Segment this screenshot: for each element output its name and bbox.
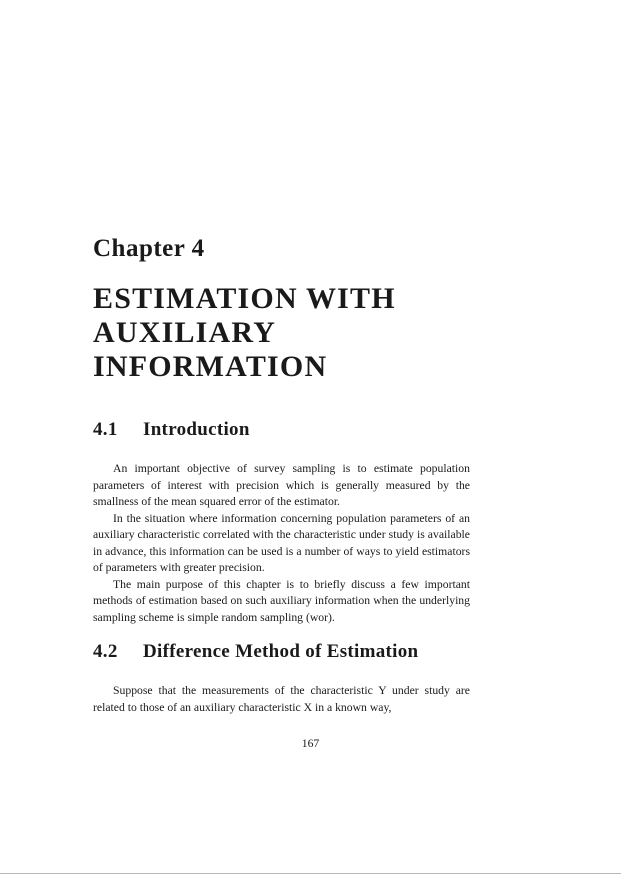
chapter-title-line: INFORMATION bbox=[93, 350, 328, 383]
section-heading-difference-method bbox=[93, 641, 418, 663]
section-title: Difference Method of Estimation bbox=[143, 641, 419, 662]
chapter-title-line: AUXILIARY bbox=[93, 316, 277, 349]
chapter-title bbox=[93, 282, 396, 384]
paragraph: The main purpose of this chapter is to briefly discuss a few important methods of estimation based on such auxiliary information when the underlying sampling scheme is simple random sampling (wor). bbox=[93, 577, 470, 624]
section-heading-introduction bbox=[93, 419, 250, 441]
section-number: 4.1 bbox=[93, 419, 118, 440]
page-bottom-border bbox=[0, 873, 621, 874]
chapter-title-line: ESTIMATION WITH bbox=[93, 282, 396, 315]
section-title: Introduction bbox=[143, 419, 250, 440]
paragraph: An important objective of survey sampling is to estimate population parameters of interest with precision which is generally measured by the smallness of the mean squared error of the estimator. bbox=[93, 462, 470, 508]
difference-method-body bbox=[93, 683, 470, 716]
section-number: 4.2 bbox=[93, 641, 118, 662]
paragraph: Suppose that the measurements of the characteristic Y under study are related to those of an auxiliary characteristic X in a known way, bbox=[93, 684, 470, 714]
page-number: 167 bbox=[301, 737, 320, 750]
chapter-label: Chapter 4 bbox=[93, 235, 205, 262]
paragraph: In the situation where information concerning population parameters of an auxiliary characteristic correlated with the characteristic under study is available in advance, this information can be used is a number of ways to yield estimators of parameters with greater precision. bbox=[93, 511, 470, 574]
introduction-body bbox=[93, 461, 470, 626]
